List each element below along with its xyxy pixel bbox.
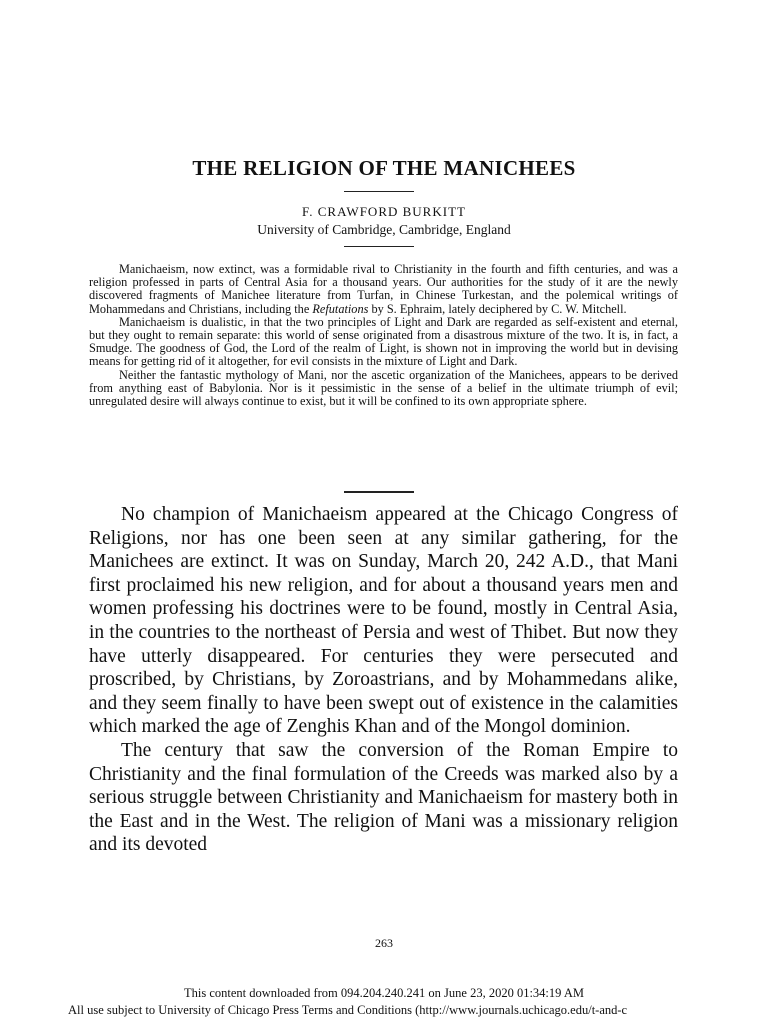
abstract (89, 263, 678, 408)
author-name: F. CRAWFORD BURKITT (302, 204, 466, 219)
article-title: THE RELIGION OF THE MANICHEES (192, 156, 576, 180)
title-divider (344, 191, 414, 192)
body-paragraph: The century that saw the conversion of the Roman Empire to Christianity and the final formulation of the Creeds was marked also by a serious struggle between Christianity and Manichaeism for mastery both in the East and in the West. The religion of Mani was a missionary religion and its devoted (89, 739, 678, 856)
author-divider (344, 246, 414, 247)
page-number: 263 (375, 936, 393, 950)
author-affiliation: University of Cambridge, Cambridge, England (257, 222, 511, 237)
abstract-text: by S. Ephraim, lately deciphered by C. W. Mitchell. (368, 301, 627, 316)
abstract-text: Manichaeism, now extinct, was a formidable rival to Christianity in the fourth and fifth centuries, and was a religion professed in parts of Central Asia for a thousand years. Our authorities for the study of it are the newly discovered fragments of Manichee literature from Turfan, in Chinese Turkestan, and the polemical writings of Mohammedans and Christians, including the (89, 262, 678, 316)
body-paragraph: No champion of Manichaeism appeared at the Chicago Congress of Religions, nor has one been seen at any similar gathering, for the Manichees are extinct. It was on Sunday, March 20, 242 A.D., that Mani first proclaimed his new religion, and for about a thousand years men and women professing his doctrines were to be found, mostly in Central Asia, in the countries to the northeast of Persia and west of Thibet. But now they have utterly disappeared. For centuries they were persecuted and proscribed, by Christians, by Zoroastrians, and by Mohammedans alike, and they seem finally to have been swept out of existence in the calamities which marked the age of Zenghis Khan and of the Mongol dominion. (89, 504, 678, 738)
abstract-paragraph: Manichaeism is dualistic, in that the two principles of Light and Dark are regarded as self-existent and eternal, but they ought to remain separate: this world of sense originated from a disastrous mixture of the two. It is, in fact, a Smudge. The goodness of God, the Lord of the realm of Light, is shown not in improving the world but in devising means for getting rid of it altogether, for evil consists in the mixture of Light and Dark. (89, 314, 678, 369)
article-body (89, 503, 678, 857)
abstract-italic-title: Refutations (312, 301, 369, 316)
terms-notice: All use subject to University of Chicago Press Terms and Conditions (http://www.journals.uchicago.edu/t-and-c (68, 1003, 628, 1017)
download-notice: This content downloaded from 094.204.240.241 on June 23, 2020 01:34:19 AM (184, 986, 584, 1000)
abstract-divider (344, 491, 414, 493)
abstract-paragraph (89, 263, 678, 316)
abstract-paragraph: Neither the fantastic mythology of Mani, nor the ascetic organization of the Manichees, appears to be derived from anything east of Babylonia. Nor is it pessimistic in the sense of a belief in the ultimate triumph of evil; unregulated desire will always continue to exist, but it will be confined to its own appropriate sphere. (89, 367, 678, 409)
